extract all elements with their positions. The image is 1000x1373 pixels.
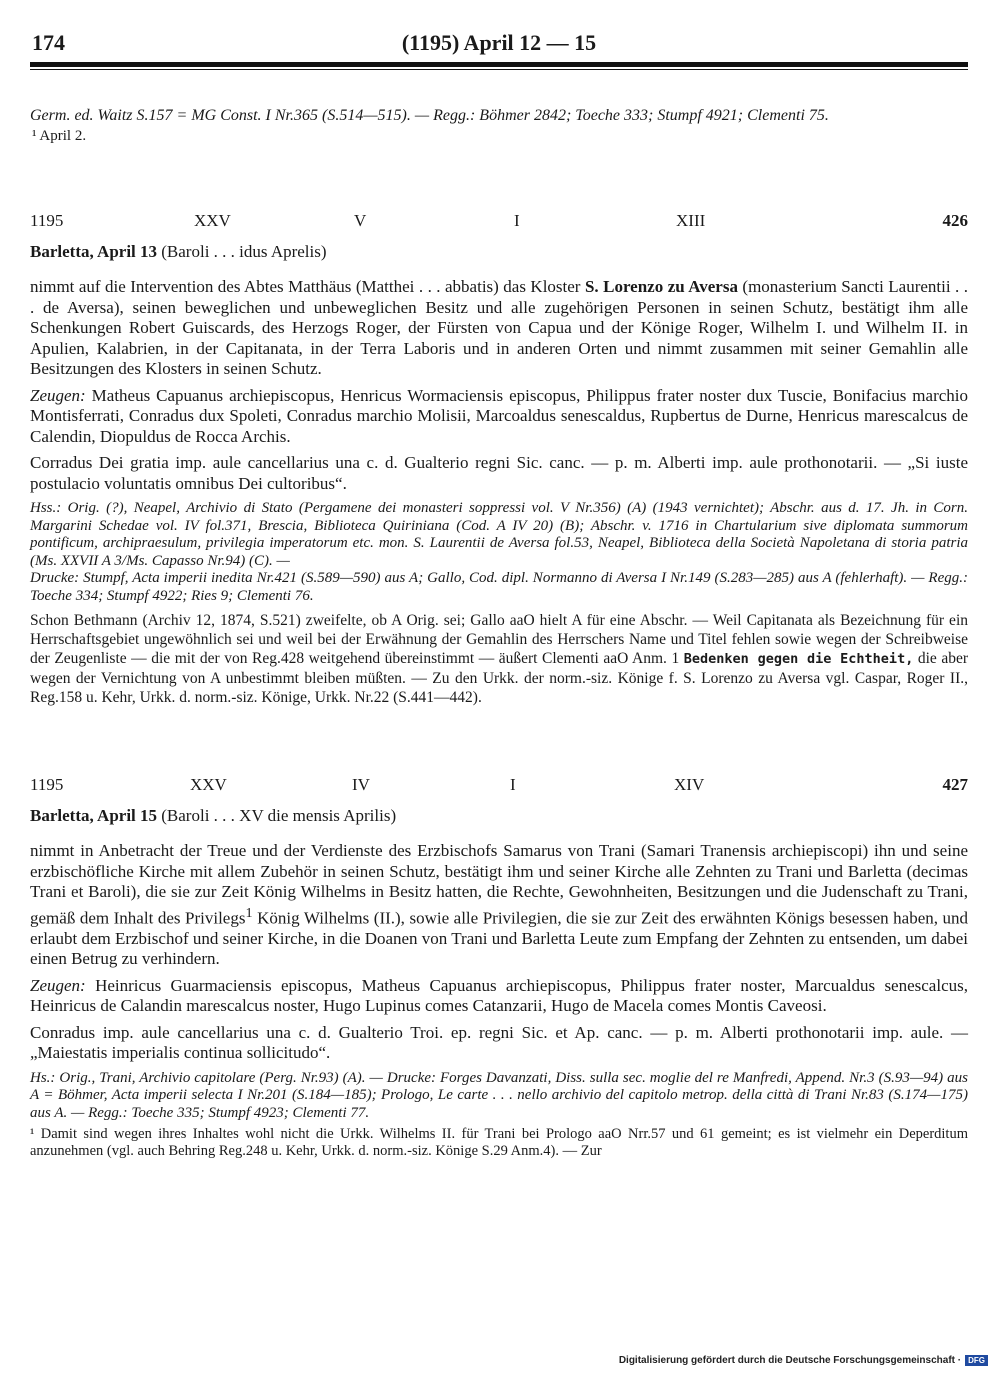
entry-427-manuscripts: Hs.: Orig., Trani, Archivio capitolare (Perg. Nr.93) (A). — Drucke: Forges Davanzati, Diss. sulla sec. moglie del re Manfredi, Append. Nr.3 (S.93—94) aus A = Böhmer, Acta imperii selecta I Nr.201 (S.184—185); Prologo, Le carte . . . nello archivio del capitolo metrop. della città di Trani Nr.83 (S.174—175) aus A. — Regg.: Toeche 335; Stumpf 4923; Clementi 77. (30, 1069, 968, 1121)
entry-426-commentary (30, 611, 968, 707)
entry-427-place (30, 805, 968, 827)
entry-426-sicilian-year: XIII (676, 211, 706, 230)
entry-426-witnesses (30, 386, 968, 448)
entry-426-dating-line (30, 211, 968, 233)
entry-427-indiction: XXV (190, 775, 227, 794)
entry-427-imperial-year: I (510, 775, 516, 794)
entry-427-regest-b: König Wilhelms (II.), sowie alle Privilegien, die sie zur Zeit des erwähnten Königs besessen haben, und erlaubt dem Erzbischof und seiner Kirche, in die Doanen von Trani und Barletta Leute zum Empfang der Zehnten zu entsenden, um dabei einen Betrug zu verhindern. (30, 908, 969, 969)
entry-426-monastery: S. Lorenzo zu Aversa (584, 277, 738, 296)
entry-426-year: 1195 (30, 211, 64, 230)
page-header (30, 28, 968, 58)
entry-427-footnote-mark: 1 (245, 904, 253, 921)
entry-426-regest (30, 277, 968, 380)
prev-entry-footnote: ¹ April 2. (32, 128, 87, 144)
header-rule-thin (30, 69, 968, 70)
entry-427-dating-line (30, 775, 968, 797)
entry-426-regnal-year: V (354, 211, 367, 230)
page-number: 174 (32, 30, 65, 55)
entry-426-imperial-year: I (514, 211, 520, 230)
entry-427-regest-a: nimmt in Anbetracht der Treue und der Verdienste des Erzbischofs Samarus von Trani (Samari Tranensis archiepiscopi) ihn und seine erzbischöfliche Kirche mit allem Zubehör in seinen Schutz, bestätigt ihm und seiner Kirche alle Zehnten zu Trani und Barletta (decimas Trani et Baroli), die sie zur Zeit König Wilhelms in Besitz hatten, die Rechte, Gewohnheiten, Besitzungen und die Judenschaft zu Trani, gemäß dem Inhalt des Privilegs (30, 841, 968, 928)
footer-text: Digitalisierung gefördert durch die Deutsche Forschungsgemeinschaft · (618, 1355, 962, 1366)
entry-427-place-latin: (Baroli . . . XV die mensis Aprilis) (161, 806, 397, 825)
entry-427-footnote: ¹ Damit sind wegen ihres Inhaltes wohl nicht die Urkk. Wilhelms II. für Trani bei Prologo aaO Nrr.57 und 61 gemeint; es ist vielmehr ein Deperditum anzunehmen (vgl. auch Behring Reg.248 u. Kehr, Urkk. d. norm.-siz. Könige S.29 Anm.4). — Zur (30, 1126, 968, 1160)
entry-427-regnal-year: IV (352, 775, 370, 794)
entry-426-witness-label: Zeugen: (30, 385, 86, 405)
dfg-logo: DFG (965, 1355, 988, 1366)
entry-427-regest (30, 841, 968, 970)
entry-427-place-date: Barletta, April 15 (30, 806, 158, 825)
entry-426-note-c: die aber wegen der Vernichtung von A unbestimmt bleiben müßten. — Zu den Urkk. der norm.-siz. Könige f. S. Lorenzo zu Aversa vgl. Caspar, Roger II., Reg.158 u. Kehr, Urkk. d. norm.-siz. Könige, Urkk. Nr.22 (S.441—442). (30, 650, 969, 706)
entry-427-witnesses (30, 976, 968, 1017)
header-rule-thick (30, 62, 968, 67)
entry-427-number: 427 (942, 775, 968, 794)
entry-426-note-emphasis: Bedenken gegen die Echtheit, (683, 651, 914, 667)
entry-426-chancery: Corradus Dei gratia imp. aule cancellarius una c. d. Gualterio regni Sic. canc. — p. m. Alberti imp. aule prothonotarii. — „Si iuste postulacio voluntatis omnibus Dei cultoribus“. (30, 453, 968, 493)
entry-426-regest-a: nimmt auf die Intervention des Abtes Matthäus (Matthei . . . abbatis) das Kloster (30, 277, 581, 296)
digitization-footer (619, 1355, 988, 1366)
prev-entry-refs: Germ. ed. Waitz S.157 = MG Const. I Nr.365 (S.514—515). — Regg.: Böhmer 2842; Toeche 333; Stumpf 4921; Clementi 75. (30, 107, 829, 124)
entry-427-chancery: Conradus imp. aule cancellarius una c. d. Gualterio Troi. ep. regni Sic. et Ap. canc. — p. m. Alberti prothonotarii imp. aule. — „Maiestatis imperialis continua sollicitudo“. (30, 1022, 968, 1063)
entry-426-manuscripts: Hss.: Orig. (?), Neapel, Archivio di Stato (Pergamene dei monasteri soppressi vol. V Nr.356) (A) (1943 vernichtet); Abschr. aus d. 17. Jh. in Corn. Margarini Schedae vol. IV fol.371, Brescia, Biblioteca Quiriniana (Cod. A IV 20) (B); Abschr. v. 1716 in Chartularium sive diplomata summorum pontificum, archipraesulum, privilegia imperatorum etc. mon. S. Laurentii de Aversa fol.53, Neapel, Biblioteca della Società Napoletana di storia patria (Ms. XXVII A 3/Ms. Capasso Nr.94) (C). — (30, 500, 968, 569)
entry-427-witness-label: Zeugen: (30, 975, 86, 995)
entry-426-editions: Drucke: Stumpf, Acta imperii inedita Nr.421 (S.589—590) aus A; Gallo, Cod. dipl. Normanno di Aversa I Nr.149 (S.283—285) aus A (fehlerhaft). — Regg.: Toeche 334; Stumpf 4922; Ries 9; Clementi 76. (30, 570, 968, 604)
running-title: (1195) April 12 — 15 (401, 30, 597, 55)
entry-426-place-latin: (Baroli . . . idus Aprelis) (161, 242, 327, 261)
entry-427-sicilian-year: XIV (674, 775, 705, 794)
entry-426-regest-c: (monasterium Sancti Laurentii . . . de Aversa), seinen beweglichen und unbeweglichen Besitz und alle zugehörigen Personen in seinen Schutz, bestätigt ihm alle Schenkungen Robert Guiscards, des Herzogs Roger, der Fürsten von Capua und der Könige Roger, Wilhelm I. und Wilhelm II. in Apulien, Kalabrien, in der Capitanata, in der Terra Laboris und in anderen Orten und nimmt zusammen mit seiner Gemahlin alle Besitzungen des Klosters in seinen Schutz. (30, 277, 969, 378)
entry-427-witness-list: Heinricus Guarmaciensis episcopus, Matheus Capuanus archiepiscopus, Philippus frater noster, Marcualdus senescalcus, Heinricus de Calandin marescalcus noster, Hugo Lupinus comes Catanzarii, Hugo de Macela comes Montis Caveosi. (30, 975, 968, 1016)
entry-426-place-date: Barletta, April 13 (30, 242, 158, 261)
entry-426-number: 426 (942, 211, 968, 230)
entry-426-indiction: XXV (194, 211, 231, 230)
entry-426-place (30, 241, 968, 263)
entry-426-note-a: Schon Bethmann (Archiv 12, 1874, S.521) zweifelte, ob A Orig. sei; Gallo aaO hielt A für eine Abschr. — Weil Capitanata als Bezeichnung für ein Herrschaftsgebiet ungewöhnlich sei und weil bei der Erwähnung der Gemahlin des Herrschers Name und Titel fehlen sowie wegen der Schreibweise der Zeugenliste — die mit der von Reg.428 weitgehend übereinstimmt — äußert Clementi aaO Anm. 1 (30, 612, 968, 667)
entry-427-year: 1195 (30, 775, 64, 794)
page (30, 28, 968, 1160)
entry-426-witness-list: Matheus Capuanus archiepiscopus, Henricus Wormaciensis episcopus, Philippus frater noster dux Tuscie, Bonifacius marchio Montisferrati, Conradus dux Spoleti, Conradus marchio Molisii, Marcoaldus senescaldus, Rupbertus de Durne, Henricus marescalcus de Calendin, Diopuldus de Rocca Archis. (30, 385, 968, 446)
